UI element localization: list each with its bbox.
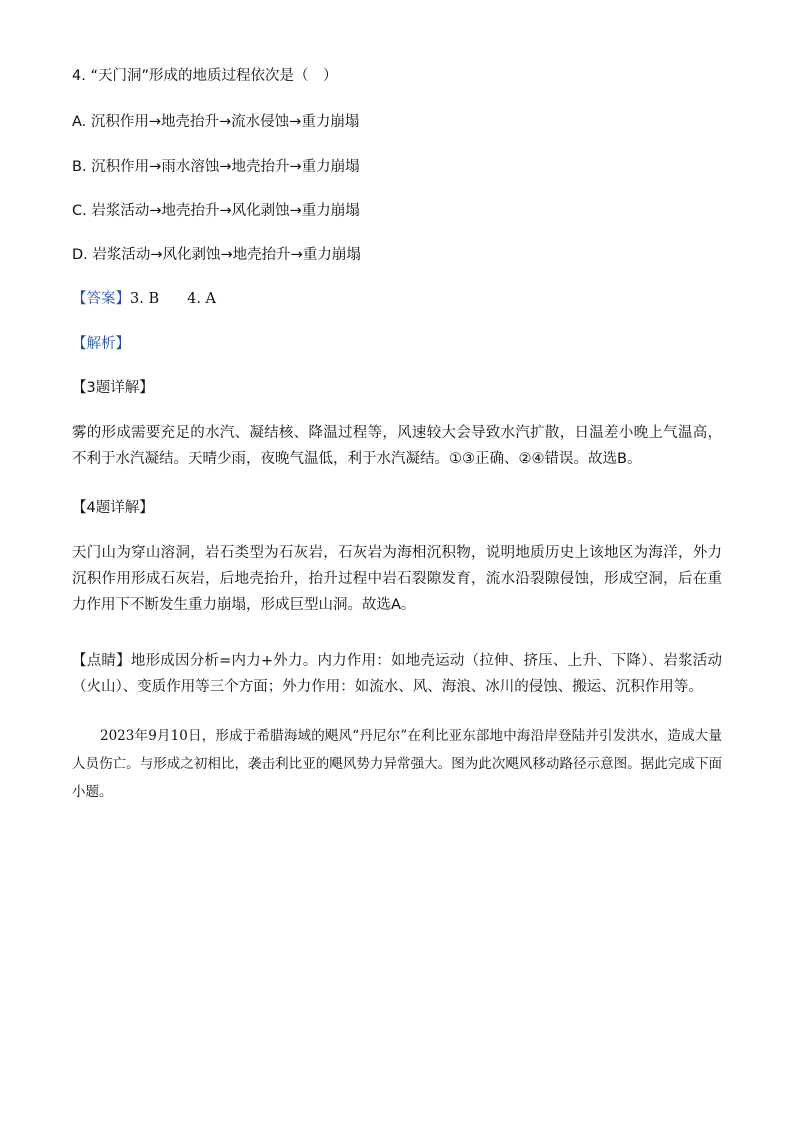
detail-3-text: 雾的形成需要充足的水汽、凝结核、降温过程等，风速较大会导致水汽扩散，日温差小晚上气温高，不利于水汽凝结。天晴少雨，夜晚气温低，利于水汽凝结。①③正确、②④错误。故选B。 [72,425,722,467]
answer-3: 3. B [130,291,160,307]
answer-4: 4. A [187,291,217,307]
option-b: B. 沉积作用→雨水溶蚀→地壳抬升→重力崩塌 [72,159,360,175]
tip-paragraph [72,648,722,700]
answer-label: 【答案】 [72,291,130,307]
detail-4-text: 天门山为穿山溶洞，岩石类型为石灰岩，石灰岩为海相沉积物，说明地质历史上该地区为海洋，外力沉积作用形成石灰岩，后地壳抬升，抬升过程中岩石裂隙发育，流水沿裂隙侵蚀，形成空洞，后在重力作用下不断发生重力崩塌，形成巨型山洞。故选A。 [72,545,722,613]
option-d: D. 岩浆活动→风化剥蚀→地壳抬升→重力崩塌 [72,247,361,263]
option-a: A. 沉积作用→地壳抬升→流水侵蚀→重力崩塌 [72,114,360,130]
tip-label: 【点睛】 [72,653,131,669]
analysis-label: 【解析】 [72,336,130,352]
tip-text: 地形成因分析=内力+外力。内力作用：如地壳运动（拉伸、挤压、上升、下降）、岩浆活动（火山）、变质作用等三个方面；外力作用：如流水、风、海浪、冰川的侵蚀、搬运、沉积作用等。 [72,653,722,695]
detail-4-label: 【4题详解】 [72,500,154,516]
answer-row [72,289,216,309]
detail-3-label: 【3题详解】 [72,380,154,396]
option-c: C. 岩浆活动→地壳抬升→风化剥蚀→重力崩塌 [72,203,360,219]
question-4-stem: 4. “天门洞”形成的地质过程依次是（ ） [72,68,338,84]
typhoon-intro: 2023年9月10日，形成于希腊海域的飓风“丹尼尔”在利比亚东部地中海沿岸登陆并引发洪水，造成大量人员伤亡。与形成之初相比，袭击利比亚的飓风势力异常强大。图为此次飓风移动路径示意图。据此完成下面小题。 [72,728,722,800]
